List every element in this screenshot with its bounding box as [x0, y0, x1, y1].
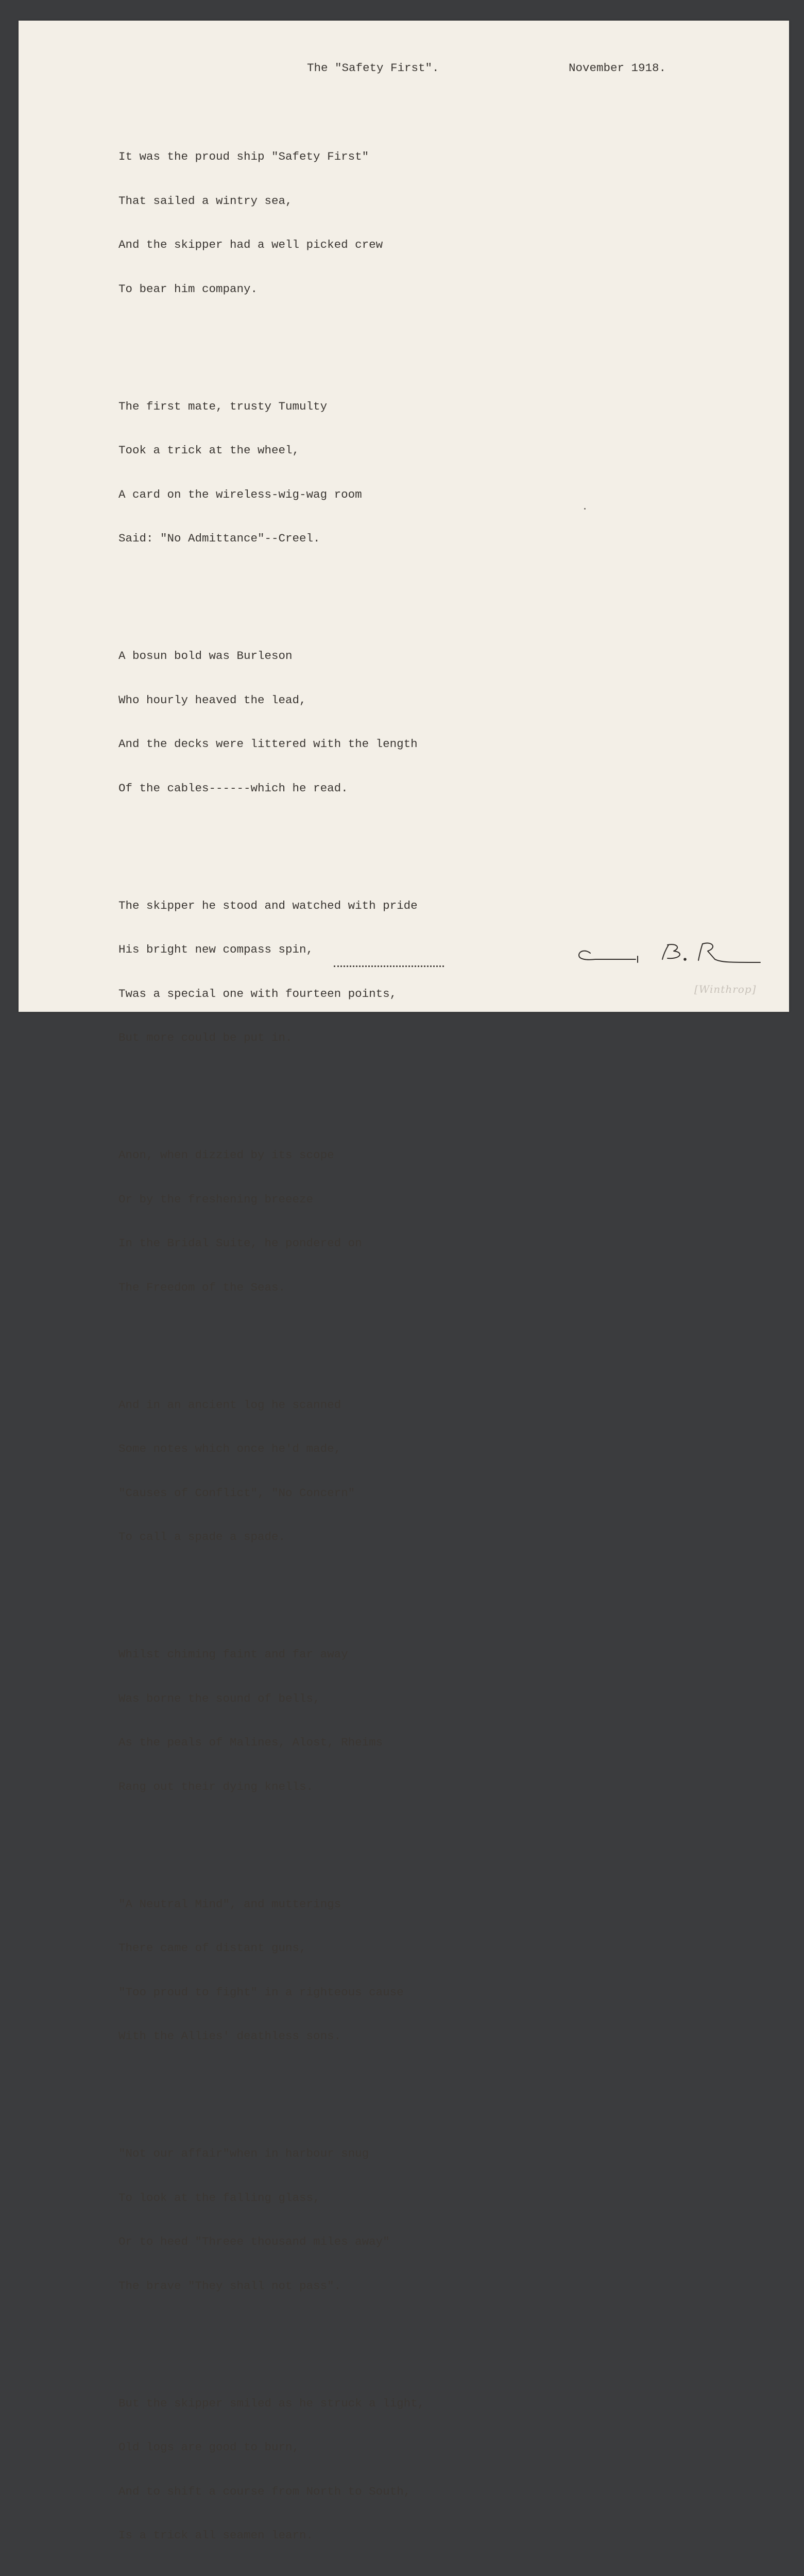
archival-annotation: [Winthrop]: [694, 983, 757, 995]
poem-line: Was borne the sound of bells,: [118, 1691, 320, 1705]
poem-line: Twas a special one with fourteen points,: [118, 987, 397, 1001]
poem-line: In the Bridal Suite, he pondered on: [118, 1236, 362, 1250]
poem-body: [118, 91, 424, 2576]
stanza: [118, 1868, 424, 2073]
poem-line: Old logs are good to burn,: [118, 2441, 300, 2454]
poem-line: The first mate, trusty Tumulty: [118, 399, 328, 413]
signature-image: [575, 930, 771, 972]
poem-line: But the skipper smiled as he struck a light,: [118, 2396, 425, 2410]
poem-line: As the peals of Malines, Alost, Rheims: [118, 1736, 383, 1749]
poem-line: Anon, when dizzied by its scope: [118, 1148, 334, 1162]
poem-line: With the Allies' deathless sons.: [118, 2029, 341, 2043]
stanza: [118, 619, 424, 825]
poem-line: Is a trick all seamen learn.: [118, 2529, 314, 2542]
poem-line: There came of distant guns,: [118, 1941, 306, 1955]
poem-line: The skipper he stood and watched with pride: [118, 899, 418, 912]
poem-line: Whilst chiming faint and far away: [118, 1648, 348, 1661]
poem-line: And the skipper had a well picked crew: [118, 238, 383, 251]
poem-line: Took a trick at the wheel,: [118, 444, 300, 457]
poem-line: Rang out their dying knells.: [118, 1780, 314, 1793]
poem-line: But more could be put in.: [118, 1031, 293, 1044]
document-page: [19, 21, 789, 2542]
poem-line: The brave "They shall not pass".: [118, 2279, 341, 2293]
poem-line: Said: "No Admittance"--Creel.: [118, 532, 320, 545]
poem-line: To bear him company.: [118, 282, 258, 296]
stanza: [118, 2367, 424, 2572]
poem-line: To look at the falling glass,: [118, 2191, 320, 2205]
end-rule: [334, 965, 444, 967]
stanza: [118, 2117, 424, 2323]
paper-speck: [584, 508, 586, 510]
poem-line: It was the proud ship "Safety First": [118, 150, 369, 163]
poem-line: Some notes which once he'd made,: [118, 1442, 341, 1455]
poem-line: And to shift a course from North to South,: [118, 2484, 411, 2498]
poem-line: "Causes of Conflict", "No Concern": [118, 1486, 355, 1500]
poem-line: And the decks were littered with the length: [118, 737, 418, 751]
poem-line: His bright new compass spin,: [118, 943, 314, 956]
poem-line: "A Neutral Mind", and mutterings: [118, 1897, 341, 1911]
poem-line: The Freedom of the Seas.: [118, 1280, 286, 1294]
poem-line: Of the cables------which he read.: [118, 781, 348, 795]
poem-line: Who hourly heaved the lead,: [118, 693, 306, 707]
stanza: [118, 370, 424, 575]
stanza: [118, 1368, 424, 1574]
stanza: [118, 1618, 424, 1823]
poem-line: A card on the wireless-wig-wag room: [118, 487, 362, 501]
stanza: [118, 1118, 424, 1324]
poem-line: Or to heed "Threee thousand miles away": [118, 2235, 390, 2248]
poem-line: Or by the freshening breeeze: [118, 1192, 314, 1206]
poem-line: And in an ancient log he scanned: [118, 1398, 341, 1412]
poem-line: "Too proud to fight" in a righteous cause: [118, 1985, 404, 1999]
poem-line: "Not our affair"when in harbour snug: [118, 2147, 369, 2160]
poem-date: November 1918.: [569, 61, 666, 75]
stanza: [118, 120, 424, 326]
poem-title: The "Safety First".: [307, 61, 439, 75]
poem-line: A bosun bold was Burleson: [118, 649, 293, 663]
poem-line: That sailed a wintry sea,: [118, 194, 293, 208]
poem-line: To call a spade a spade.: [118, 1530, 286, 1544]
stanza: [118, 869, 424, 1075]
